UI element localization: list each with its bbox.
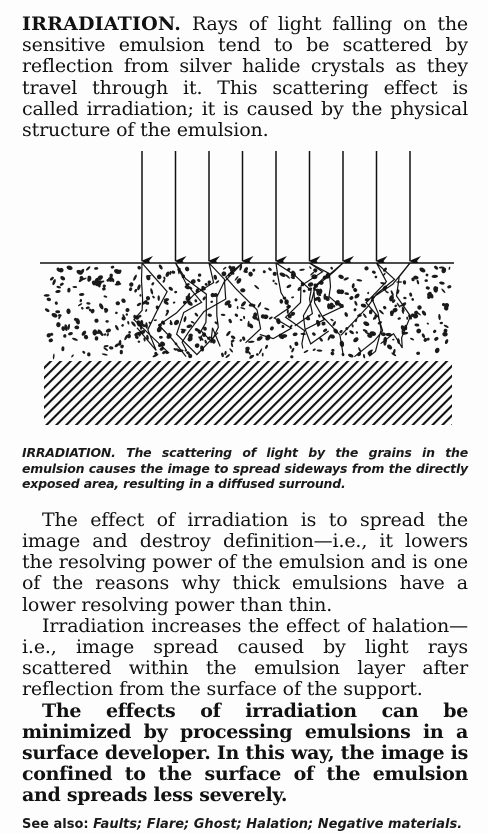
see-also bbox=[22, 817, 468, 833]
figure-caption: IRRADIATION. The scattering of light by the grains in the emulsion causes the image to spread sideways from the directly exposed area, resulting in a diffused surround. bbox=[22, 445, 468, 492]
irradiation-figure bbox=[22, 151, 468, 439]
see-also-label: See also: bbox=[22, 816, 89, 832]
body-paragraph-1: The effect of irradiation is to spread the image and destroy definition—i.e., it lowers the resolving power of the emulsion and is one of the reasons why thick emulsions have a lower resolving power than thin. bbox=[22, 508, 468, 616]
irradiation-diagram bbox=[22, 151, 468, 439]
intro-text: Rays of light falling on the sensitive emulsion tend to be scattered by reflection from silver halide crystals as they travel through it. This scattering effect is called irradiation; it is caused by the physical structure of the emulsion. bbox=[22, 13, 468, 142]
body-text bbox=[22, 510, 468, 807]
body-paragraph-3: The effects of irradiation can be minimized by processing emulsions in a surface developer. In this way, the image is confined to the surface of the emulsion and spreads less severely. bbox=[22, 699, 468, 807]
see-also-refs: Faults; Flare; Ghost; Halation; Negative materials. bbox=[93, 816, 463, 832]
body-paragraph-2: Irradiation increases the effect of halation—i.e., image spread caused by light rays scattered within the emulsion layer after reflection from the surface of the support. bbox=[22, 614, 468, 701]
intro-paragraph bbox=[22, 14, 468, 141]
entry-headword: IRRADIATION. bbox=[22, 13, 182, 35]
incident-light-rays bbox=[142, 151, 410, 261]
support-base bbox=[44, 361, 452, 425]
